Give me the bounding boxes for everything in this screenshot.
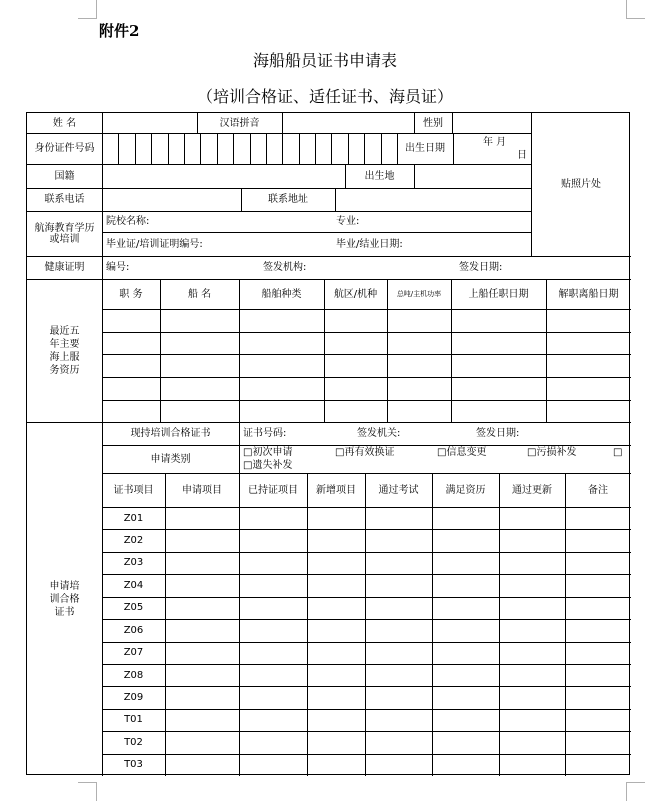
- name-field[interactable]: [102, 113, 197, 133]
- training-cell[interactable]: [239, 552, 307, 574]
- service-cell[interactable]: [102, 332, 160, 354]
- training-cell[interactable]: [239, 619, 307, 641]
- training-cell[interactable]: [432, 507, 499, 529]
- training-cell[interactable]: [307, 731, 365, 753]
- id-digit-box[interactable]: [168, 133, 184, 164]
- address-field[interactable]: [335, 188, 531, 211]
- training-cell[interactable]: [432, 552, 499, 574]
- training-item-code: Z04: [123, 579, 144, 591]
- id-digit-box[interactable]: [233, 133, 249, 164]
- training-item-code: Z02: [123, 535, 144, 547]
- margin-mark-top-left: [78, 0, 97, 19]
- option-initial[interactable]: □初次申请: [243, 447, 293, 458]
- training-item-code: Z05: [123, 602, 144, 614]
- id-number-label: 身份证件号码: [34, 143, 95, 154]
- id-digit-box[interactable]: [266, 133, 282, 164]
- service-cell[interactable]: [239, 309, 324, 332]
- training-item-code: Z01: [123, 512, 144, 524]
- option-lost-reissue[interactable]: □遗失补发: [243, 460, 293, 471]
- training-cell[interactable]: [432, 574, 499, 596]
- id-digit-box[interactable]: [135, 133, 151, 164]
- training-col-header: 备注: [588, 484, 608, 496]
- training-cell[interactable]: [239, 574, 307, 596]
- training-cell[interactable]: [499, 507, 565, 529]
- training-cell[interactable]: [165, 597, 239, 619]
- training-cell[interactable]: [239, 709, 307, 731]
- service-cell[interactable]: [239, 400, 324, 422]
- service-col-header: 职 务: [119, 288, 143, 300]
- health-issue-date-label: 签发日期:: [459, 262, 503, 273]
- training-item-code: T03: [124, 759, 143, 771]
- id-digit-box[interactable]: [102, 133, 118, 164]
- training-cell[interactable]: [365, 574, 432, 596]
- held-certificate-label: 现持培训合格证书: [130, 428, 211, 439]
- training-cell[interactable]: [565, 642, 631, 664]
- training-cell[interactable]: [165, 529, 239, 551]
- training-cell[interactable]: [307, 574, 365, 596]
- training-cell[interactable]: [432, 664, 499, 686]
- training-cell[interactable]: [307, 529, 365, 551]
- service-cell[interactable]: [239, 332, 324, 354]
- training-cell[interactable]: [239, 507, 307, 529]
- training-cell[interactable]: [239, 731, 307, 753]
- training-cell[interactable]: [565, 686, 631, 708]
- birthdate-field[interactable]: [453, 133, 531, 164]
- service-cell[interactable]: [239, 377, 324, 400]
- training-cell[interactable]: [307, 642, 365, 664]
- training-cell[interactable]: [239, 664, 307, 686]
- gender-field[interactable]: [452, 113, 531, 133]
- service-cell[interactable]: [546, 400, 631, 422]
- training-cell[interactable]: [499, 642, 565, 664]
- id-digit-box[interactable]: [184, 133, 200, 164]
- year-month-label: 年 月: [483, 137, 507, 148]
- photo-placeholder: 贴照片处: [561, 179, 601, 190]
- training-col-header: 证书项目: [113, 484, 154, 496]
- training-cell[interactable]: [499, 731, 565, 753]
- training-cell[interactable]: [365, 619, 432, 641]
- option-info-change[interactable]: □信息变更: [437, 447, 487, 458]
- application-form: [26, 112, 630, 775]
- service-cell[interactable]: [451, 377, 546, 400]
- training-cell[interactable]: [565, 619, 631, 641]
- training-cell[interactable]: [432, 619, 499, 641]
- training-col-header: 申请项目: [182, 484, 222, 496]
- service-cell[interactable]: [160, 400, 239, 422]
- training-cell[interactable]: [499, 529, 565, 551]
- training-cell[interactable]: [565, 754, 631, 776]
- training-cell[interactable]: [365, 709, 432, 731]
- service-cell[interactable]: [387, 377, 451, 400]
- service-cell[interactable]: [102, 354, 160, 377]
- form-subtitle: （培训合格证、适任证书、海员证）: [196, 87, 453, 106]
- service-cell[interactable]: [239, 354, 324, 377]
- service-cell[interactable]: [160, 309, 239, 332]
- training-cell[interactable]: [432, 709, 499, 731]
- apply-type-options: [239, 445, 631, 473]
- form-title: 海船船员证书申请表: [252, 51, 397, 70]
- birthplace-field[interactable]: [414, 164, 531, 188]
- service-cell[interactable]: [546, 354, 631, 377]
- apply-type-label: 申请类别: [150, 453, 191, 465]
- training-cell[interactable]: [432, 642, 499, 664]
- training-cell[interactable]: [499, 754, 565, 776]
- service-cell[interactable]: [102, 400, 160, 422]
- health-number-label: 编号:: [106, 262, 130, 273]
- id-digit-box[interactable]: [299, 133, 315, 164]
- id-digit-box[interactable]: [217, 133, 233, 164]
- training-col-header: 通过考试: [378, 484, 419, 496]
- training-cell[interactable]: [365, 507, 432, 529]
- training-authority-label: 签发机关:: [357, 428, 401, 439]
- id-digit-box[interactable]: [200, 133, 216, 164]
- service-col-header: 解职离船日期: [558, 288, 619, 300]
- training-cell[interactable]: [365, 597, 432, 619]
- service-col-header: 船 名: [187, 288, 212, 300]
- training-item-code: T02: [124, 736, 143, 748]
- training-cell[interactable]: [307, 619, 365, 641]
- training-date-label: 签发日期:: [476, 428, 520, 439]
- training-item-code: Z08: [123, 669, 144, 681]
- service-col-header: 总吨/主机功率: [396, 290, 442, 298]
- id-digit-box[interactable]: [381, 133, 397, 164]
- option-damage-reissue[interactable]: □污损补发: [527, 447, 577, 458]
- training-item-code: Z07: [123, 647, 144, 659]
- service-cell[interactable]: [546, 332, 631, 354]
- day-label: 日: [517, 150, 527, 161]
- service-col-header: 航区/机种: [333, 288, 378, 300]
- training-cell[interactable]: [499, 709, 565, 731]
- gender-label: 性别: [423, 117, 443, 129]
- certificate-number-label: 毕业证/培训证明编号:: [106, 238, 203, 250]
- service-cell[interactable]: [451, 309, 546, 332]
- training-cell[interactable]: [307, 597, 365, 619]
- training-cell[interactable]: [432, 686, 499, 708]
- education-label: 航海教育学历或培训: [34, 222, 95, 245]
- training-cell[interactable]: [499, 597, 565, 619]
- training-cell[interactable]: [432, 731, 499, 753]
- training-cell[interactable]: [565, 507, 631, 529]
- training-cell[interactable]: [307, 686, 365, 708]
- training-cell[interactable]: [365, 664, 432, 686]
- service-cell[interactable]: [324, 332, 387, 354]
- school-name-label: 院校名称:: [106, 216, 150, 227]
- training-cell[interactable]: [239, 529, 307, 551]
- training-item-code: Z09: [123, 691, 144, 703]
- training-cell[interactable]: [165, 552, 239, 574]
- major-label: 专业:: [336, 216, 360, 227]
- training-cell[interactable]: [239, 686, 307, 708]
- training-cell[interactable]: [165, 664, 239, 686]
- service-cell[interactable]: [387, 400, 451, 422]
- nationality-field[interactable]: [102, 164, 345, 188]
- training-cell[interactable]: [239, 597, 307, 619]
- training-cell[interactable]: [307, 507, 365, 529]
- training-cell[interactable]: [365, 731, 432, 753]
- service-cell[interactable]: [451, 354, 546, 377]
- training-cert-number-label: 证书号码:: [243, 428, 287, 439]
- training-cell[interactable]: [565, 664, 631, 686]
- service-cell[interactable]: [546, 309, 631, 332]
- training-cell[interactable]: [165, 642, 239, 664]
- phone-label: 联系电话: [44, 194, 85, 205]
- training-cell[interactable]: [165, 731, 239, 753]
- training-cell[interactable]: [307, 552, 365, 574]
- training-cell[interactable]: [365, 552, 432, 574]
- training-col-header: 已持证项目: [248, 484, 298, 496]
- training-cell[interactable]: [432, 597, 499, 619]
- service-cell[interactable]: [324, 309, 387, 332]
- training-item-code: Z03: [123, 557, 144, 569]
- id-digit-box[interactable]: [331, 133, 347, 164]
- training-cell[interactable]: [165, 574, 239, 596]
- training-cell[interactable]: [365, 529, 432, 551]
- training-item-code: Z06: [123, 624, 144, 636]
- training-cell[interactable]: [565, 552, 631, 574]
- graduation-date-label: 毕业/结业日期:: [336, 238, 403, 250]
- training-cell[interactable]: [499, 619, 565, 641]
- birthplace-label: 出生地: [364, 170, 395, 182]
- service-cell[interactable]: [546, 377, 631, 400]
- training-cell[interactable]: [239, 754, 307, 776]
- address-label: 联系地址: [268, 194, 308, 205]
- training-cell[interactable]: [499, 552, 565, 574]
- training-cell[interactable]: [165, 686, 239, 708]
- id-digit-box[interactable]: [118, 133, 134, 164]
- service-cell[interactable]: [451, 400, 546, 422]
- service-cell[interactable]: [387, 332, 451, 354]
- service-history-label: 最近五年主要海上服务资历: [49, 325, 80, 376]
- training-cell[interactable]: [239, 642, 307, 664]
- margin-mark-bottom-right: [626, 782, 645, 801]
- training-cell[interactable]: [307, 664, 365, 686]
- service-cell[interactable]: [160, 332, 239, 354]
- service-cell[interactable]: [387, 354, 451, 377]
- training-cell[interactable]: [365, 754, 432, 776]
- training-cell[interactable]: [307, 754, 365, 776]
- phone-field[interactable]: [102, 188, 241, 211]
- training-cell[interactable]: [499, 574, 565, 596]
- service-cell[interactable]: [102, 377, 160, 400]
- health-label: 健康证明: [44, 262, 85, 273]
- training-col-header: 新增项目: [316, 484, 356, 496]
- training-cell[interactable]: [432, 754, 499, 776]
- id-digit-box[interactable]: [282, 133, 298, 164]
- service-cell[interactable]: [102, 309, 160, 332]
- training-cell[interactable]: [565, 574, 631, 596]
- training-cell[interactable]: [307, 709, 365, 731]
- pinyin-label: 汉语拼音: [219, 117, 260, 129]
- training-cell[interactable]: [165, 507, 239, 529]
- training-cell[interactable]: [365, 686, 432, 708]
- service-cell[interactable]: [160, 354, 239, 377]
- option-renewal[interactable]: □再有效换证: [335, 447, 395, 458]
- id-digit-box[interactable]: [364, 133, 380, 164]
- option-box-extra[interactable]: □: [613, 447, 623, 458]
- service-cell[interactable]: [387, 309, 451, 332]
- service-cell[interactable]: [324, 354, 387, 377]
- training-cell[interactable]: [565, 597, 631, 619]
- training-cell[interactable]: [565, 529, 631, 551]
- training-cell[interactable]: [165, 709, 239, 731]
- training-section-label: 申请培训合格证书: [49, 580, 80, 618]
- id-digit-box[interactable]: [348, 133, 364, 164]
- id-digit-box[interactable]: [151, 133, 167, 164]
- service-cell[interactable]: [324, 400, 387, 422]
- training-cell[interactable]: [365, 642, 432, 664]
- service-col-header: 上船任职日期: [468, 288, 529, 300]
- training-cell[interactable]: [499, 664, 565, 686]
- nationality-label: 国籍: [54, 170, 75, 182]
- birthdate-label: 出生日期: [405, 143, 445, 154]
- pinyin-field[interactable]: [282, 113, 414, 133]
- health-issuer-label: 签发机构:: [263, 262, 307, 273]
- margin-mark-top-right: [626, 0, 645, 19]
- training-item-code: T01: [124, 714, 143, 726]
- training-cell[interactable]: [565, 731, 631, 753]
- training-col-header: 通过更新: [512, 484, 552, 496]
- training-cell[interactable]: [165, 754, 239, 776]
- service-col-header: 船舶种类: [261, 288, 302, 300]
- training-col-header: 满足资历: [445, 484, 486, 496]
- training-cell[interactable]: [499, 686, 565, 708]
- service-cell[interactable]: [324, 377, 387, 400]
- service-cell[interactable]: [160, 377, 239, 400]
- id-digit-box[interactable]: [250, 133, 266, 164]
- training-cell[interactable]: [432, 529, 499, 551]
- id-digit-box[interactable]: [315, 133, 331, 164]
- training-cell[interactable]: [565, 709, 631, 731]
- attachment-label: 附件2: [99, 22, 140, 40]
- name-label: 姓 名: [52, 117, 77, 129]
- margin-mark-bottom-left: [78, 782, 97, 801]
- training-cell[interactable]: [165, 619, 239, 641]
- service-cell[interactable]: [451, 332, 546, 354]
